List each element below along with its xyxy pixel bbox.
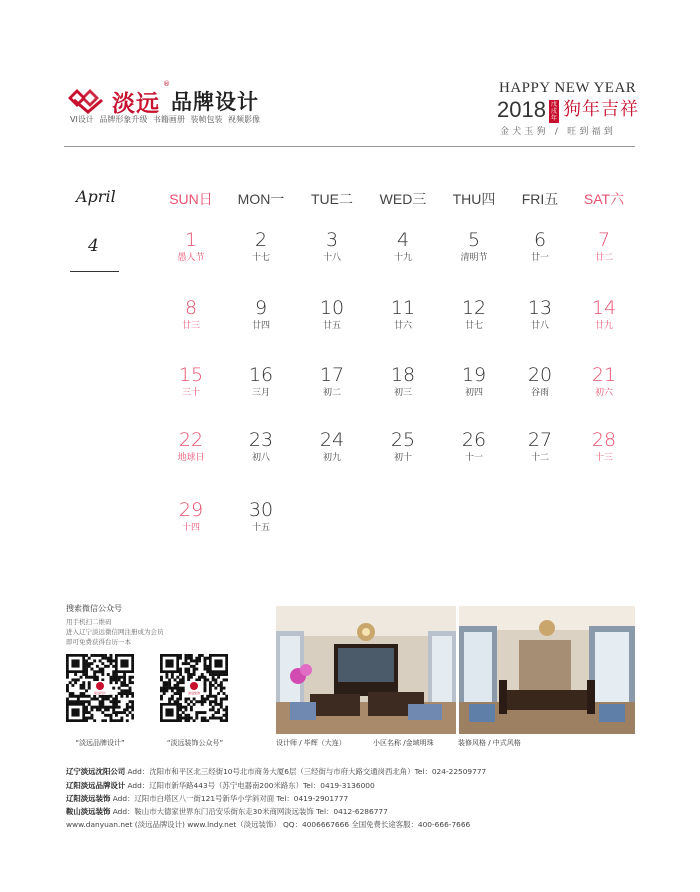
- qr-code-icon: [160, 654, 228, 722]
- calendar-day: [221, 229, 301, 264]
- danyuan-logo-icon: [66, 86, 110, 114]
- day-number: 5: [467, 229, 481, 251]
- lunar-date: 谷雨: [530, 388, 549, 398]
- day-number: 15: [178, 364, 204, 386]
- lunar-date: 十七: [251, 253, 270, 263]
- calendar-day: [564, 229, 644, 264]
- day-number: 11: [390, 297, 416, 319]
- community-caption: 小区名称 /金域明珠: [373, 739, 434, 747]
- day-number: 17: [319, 364, 345, 386]
- day-number: 22: [178, 429, 204, 451]
- lunar-date: 三月: [251, 388, 270, 398]
- day-number: 26: [461, 429, 487, 451]
- lunar-date: 初二: [322, 388, 341, 398]
- calendar-day: [363, 364, 443, 399]
- calendar-day: [221, 429, 301, 464]
- weekday-header: FRI五: [521, 191, 559, 207]
- wechat-desc: [66, 617, 206, 647]
- lunar-date: 三十: [181, 388, 200, 398]
- lunar-date: 廿四: [251, 321, 270, 331]
- wechat-desc-line: 即可免费获得台历一本: [66, 638, 131, 646]
- day-number: 1: [184, 229, 198, 251]
- calendar-day: [363, 229, 443, 264]
- lunar-date: 十五: [251, 523, 270, 533]
- day-number: 7: [597, 229, 611, 251]
- happy-new-year: HAPPY NEW YEAR: [499, 80, 637, 96]
- company-info: Add：鞍山市大德家世界东门沿安乐街东走30米商网淡远装饰 Tel：0412-6286777: [112, 807, 388, 816]
- calendar-day: [564, 364, 644, 399]
- calendar-day: [221, 297, 301, 332]
- calendar-day: [151, 429, 231, 464]
- lunar-date: 廿七: [464, 321, 483, 331]
- lunar-date: 清明节: [460, 253, 488, 263]
- day-number: 6: [533, 229, 547, 251]
- lunar-date: 十一: [464, 453, 483, 463]
- brand-services: VI设计 品牌形象升级 书籍画册 装帧包装 视频影像: [70, 115, 261, 124]
- day-number: 4: [396, 229, 410, 251]
- lunar-date: 初三: [393, 388, 412, 398]
- company-name: 辽宁淡远沈阳公司: [66, 767, 126, 776]
- day-number: 10: [319, 297, 345, 319]
- lunar-date: 初九: [322, 453, 341, 463]
- day-number: 20: [527, 364, 553, 386]
- day-number: 29: [178, 499, 204, 521]
- day-number: 27: [527, 429, 553, 451]
- day-number: 16: [248, 364, 274, 386]
- calendar-day: [221, 499, 301, 534]
- calendar-day: [363, 429, 443, 464]
- calendar-day: [564, 297, 644, 332]
- lunar-date: 初十: [393, 453, 412, 463]
- calendar-day: [292, 364, 372, 399]
- lunar-date: 初八: [251, 453, 270, 463]
- lunar-date: 十三: [594, 453, 613, 463]
- lunar-date: 初六: [594, 388, 613, 398]
- day-number: 30: [248, 499, 274, 521]
- lunar-date: 初四: [464, 388, 483, 398]
- lunar-date: 十八: [322, 253, 341, 263]
- month-name: April: [76, 187, 116, 206]
- year-tag: 戊戌年: [550, 101, 557, 122]
- company-name: 辽阳淡远品牌设计: [66, 781, 126, 790]
- company-info: Add：沈阳市和平区北三经街10号北市商务大厦6层（三经街与市府大路交通岗西北角）Tel：024-22509777: [127, 767, 487, 776]
- month-number: 4: [88, 236, 99, 256]
- designer-caption: 设计师 / 毕辉（大连）: [276, 739, 346, 747]
- fortune-text: 狗年吉祥: [563, 99, 639, 120]
- lunar-date: 廿二: [594, 253, 613, 263]
- company-name: 辽阳淡远装饰: [66, 794, 111, 803]
- day-number: 14: [591, 297, 617, 319]
- weekday-header: SAT六: [583, 191, 625, 207]
- registered-mark: ®: [163, 80, 170, 88]
- day-number: 12: [461, 297, 487, 319]
- qr-code-icon: [66, 654, 134, 722]
- qr-caption: “淡远品牌设计”: [75, 739, 125, 747]
- calendar-day: [292, 297, 372, 332]
- lunar-date: 十二: [530, 453, 549, 463]
- day-number: 23: [248, 429, 274, 451]
- calendar-day: [292, 229, 372, 264]
- lunar-date: 廿三: [181, 321, 200, 331]
- day-number: 2: [254, 229, 268, 251]
- company-line: [66, 780, 375, 791]
- lunar-date: 地球日: [177, 453, 205, 463]
- lunar-date: 十九: [393, 253, 412, 263]
- header-divider: [64, 146, 635, 147]
- qr-logo-text: 淡远装饰: [187, 691, 201, 695]
- motto: 金犬玉狗 / 旺到福到: [500, 127, 616, 137]
- lunar-date: 廿一: [530, 253, 549, 263]
- day-number: 21: [591, 364, 617, 386]
- wechat-title: 搜索微信公众号: [66, 604, 122, 613]
- calendar-day: [221, 364, 301, 399]
- brand-title: 品牌设计: [171, 90, 259, 114]
- brand-name: 淡远: [112, 91, 160, 117]
- day-number: 9: [254, 297, 268, 319]
- company-line: [66, 806, 388, 817]
- wechat-desc-line: 进入辽宁淡远微信网注册成为会员: [66, 628, 164, 636]
- day-number: 3: [325, 229, 339, 251]
- calendar-day: [151, 229, 231, 264]
- qr-logo-text: 淡远设计: [93, 691, 107, 695]
- style-caption: 装修风格 / 中式风格: [458, 739, 521, 747]
- day-number: 25: [390, 429, 416, 451]
- lunar-date: 廿五: [322, 321, 341, 331]
- weekday-header: THU四: [452, 191, 496, 207]
- calendar-day: [564, 429, 644, 464]
- day-number: 19: [461, 364, 487, 386]
- qr-caption: “淡远装饰公众号”: [166, 739, 224, 747]
- company-name: 鞍山淡远装饰: [66, 807, 111, 816]
- day-number: 13: [527, 297, 553, 319]
- company-line: [66, 793, 348, 804]
- day-number: 28: [591, 429, 617, 451]
- day-number: 24: [319, 429, 345, 451]
- calendar-day: [151, 297, 231, 332]
- company-info: Add：辽阳市白塔区八一街121号新华小学斜对面 Tel：0419-2901777: [112, 794, 349, 803]
- day-number: 8: [184, 297, 198, 319]
- calendar-day: [292, 429, 372, 464]
- lunar-date: 廿六: [393, 321, 412, 331]
- living-room-photo: [276, 606, 456, 734]
- dining-room-photo: [459, 606, 635, 734]
- lunar-date: 廿九: [594, 321, 613, 331]
- company-line: [66, 766, 486, 777]
- lunar-date: 廿八: [530, 321, 549, 331]
- web-contact-line: www.danyuan.net (淡远品牌设计) www.lndy.net（淡远装饰） QQ：4006667666 全国免费长途客服：400-666-7666: [66, 820, 471, 829]
- month-underline: [70, 271, 119, 272]
- year: 2018: [497, 97, 546, 122]
- calendar-day: [363, 297, 443, 332]
- calendar-day: [151, 364, 231, 399]
- weekday-header: SUN日: [169, 191, 213, 207]
- lunar-date: 愚人节: [177, 253, 205, 263]
- weekday-header: TUE二: [311, 191, 353, 207]
- wechat-desc-line: 用手机扫二维码: [66, 618, 112, 626]
- weekday-header: MON一: [237, 191, 285, 207]
- weekday-header: WED三: [379, 191, 427, 207]
- day-number: 18: [390, 364, 416, 386]
- lunar-date: 十四: [181, 523, 200, 533]
- calendar-day: [151, 499, 231, 534]
- company-info: Add：辽阳市新华路443号（苏宁电器南200米路东）Tel：0419-3136000: [127, 781, 375, 790]
